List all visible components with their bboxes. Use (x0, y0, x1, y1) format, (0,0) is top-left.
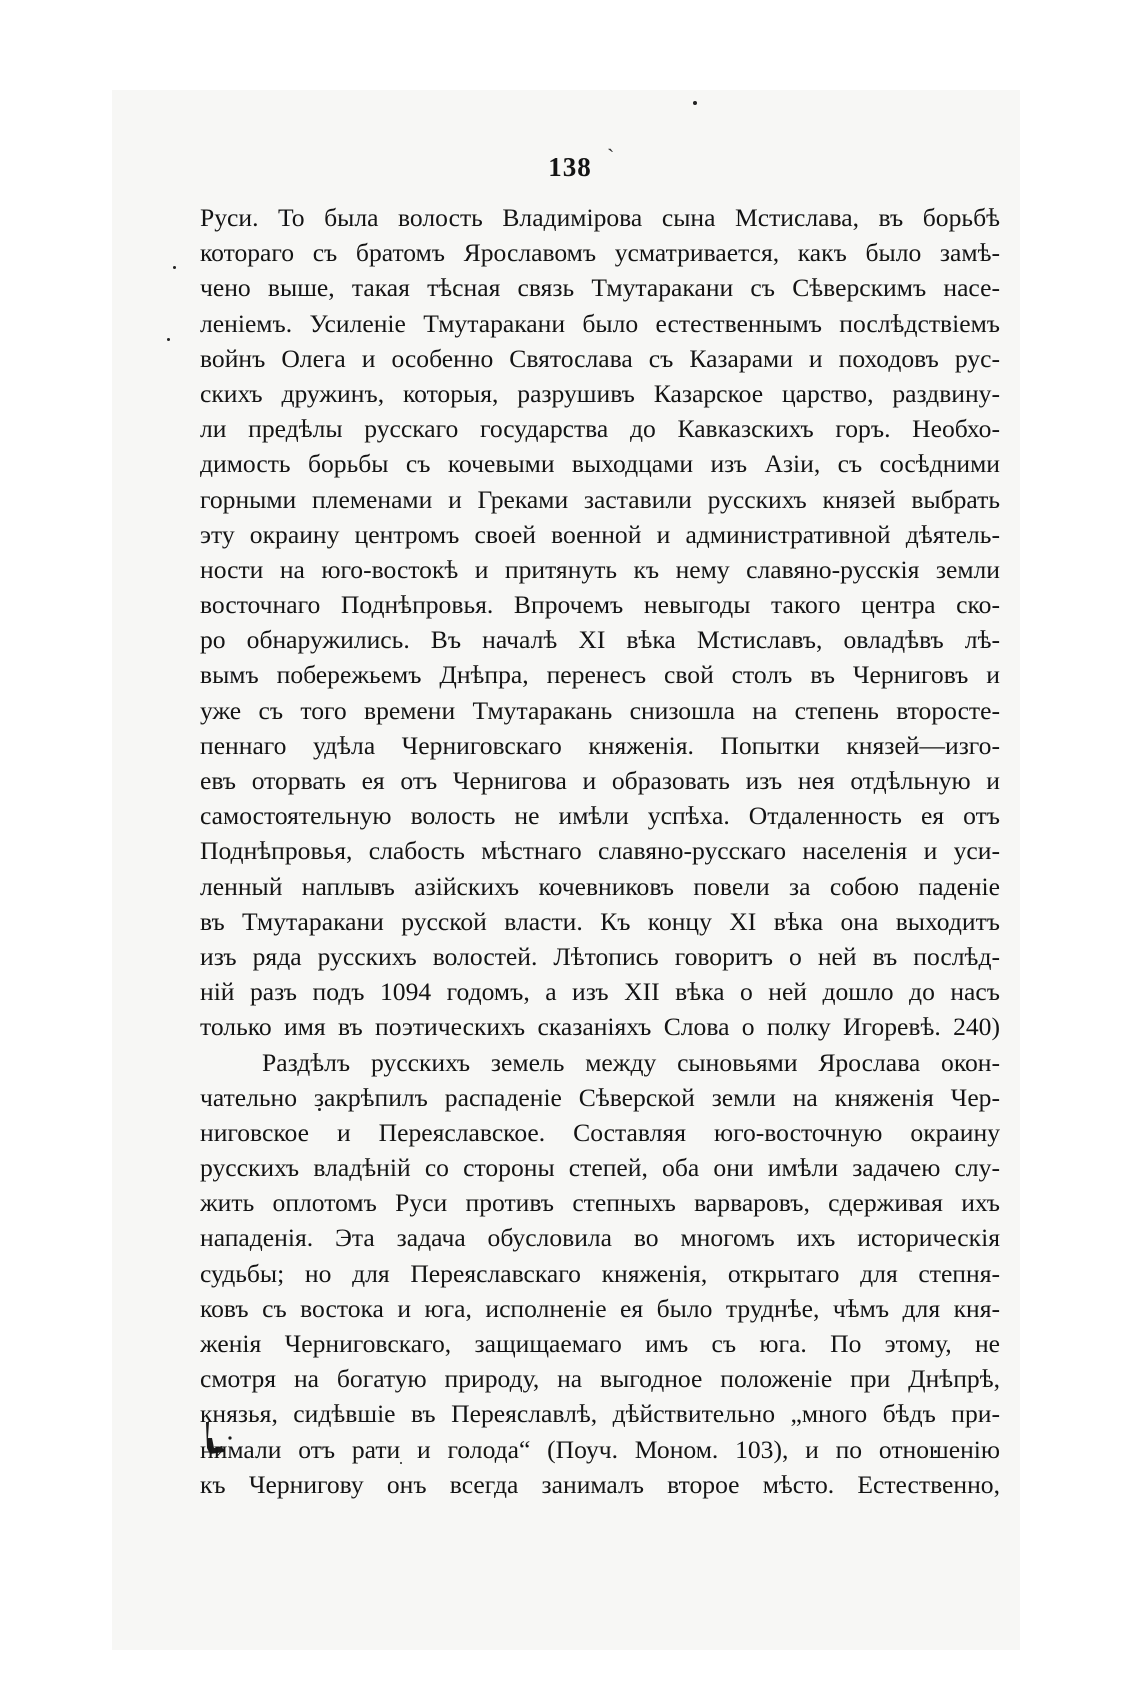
text-line: ли предѣлы русскаго государства до Кавказскихъ горъ. Необхо- (200, 414, 1000, 444)
text-line: ро обнаружились. Въ началѣ XI вѣка Мстиславъ, овладѣвъ лѣ- (200, 625, 1000, 655)
text-line: русскихъ владѣній со стороны степей, оба они имѣли задачею слу- (200, 1153, 1000, 1183)
text-line: эту окраину центромъ своей военной и административной дѣятель- (200, 519, 1000, 549)
text-line: ній разъ подъ 1094 годомъ, а изъ XII вѣка о ней дошло до насъ (200, 977, 1000, 1007)
stray-mark: ` (607, 144, 615, 169)
text-line: въ Тмутаракани русской власти. Къ концу XI вѣка она выходитъ (200, 906, 1000, 936)
text-line: ниговское и Переяславское. Составляя юго-восточную окраину (200, 1117, 1000, 1147)
text-line: котораго съ братомъ Ярославомъ усматривается, какъ было замѣ- (200, 238, 1000, 268)
body-text (200, 200, 1000, 1502)
text-line: ковъ съ востока и юга, исполненіе ея было труднѣе, чѣмъ для кня- (200, 1293, 1000, 1323)
text-line: скихъ дружинъ, которыя, разрушивъ Казарское царство, раздвину- (200, 378, 1000, 408)
text-line: ленный наплывъ азійскихъ кочевниковъ повели за собою паденіе (200, 871, 1000, 901)
text-line: леніемъ. Усиленіе Тмутаракани было естественнымъ послѣдствіемъ (200, 308, 1000, 338)
page-number: 138 (548, 152, 592, 182)
text-line: смотря на богатую природу, на выгодное положеніе при Днѣпрѣ, (200, 1364, 1000, 1394)
text-line: изъ ряда русскихъ волостей. Лѣтопись говоритъ о ней въ послѣд- (200, 941, 1000, 971)
text-line: жить оплотомъ Руси противъ степныхъ варваровъ, сдерживая ихъ (200, 1188, 1000, 1218)
paragraph-start-line: Раздѣлъ русскихъ земель между сыновьями Ярослава окон- (262, 1047, 1000, 1077)
text-line: Руси. То была волость Владимірова сына Мстислава, въ борьбѣ (200, 203, 1000, 232)
text-line: восточнаго Поднѣпровья. Впрочемъ невыгоды такого центра ско- (200, 590, 1000, 620)
scan-speck (693, 101, 697, 105)
text-line: чательно закрѣпилъ распаденіе Сѣверской земли на княженія Чер- (200, 1082, 1000, 1112)
text-line: къ Чернигову онъ всегда занималъ второе мѣсто. Естественно, (200, 1469, 1000, 1499)
text-line: нападенія. Эта задача обусловила во многомъ ихъ историческія (200, 1223, 1000, 1253)
text-line: уже съ того времени Тмутаракань снизошла на степень второсте- (200, 695, 1000, 725)
text-line: нимали отъ рати и голода“ (Поуч. Моном. 103), и по отношенію (200, 1434, 1000, 1464)
text-line: евъ оторвать ея отъ Чернигова и образовать изъ нея отдѣльную и (200, 766, 1000, 795)
text-line: вымъ побережьемъ Днѣпра, перенесъ свой столъ въ Черниговъ и (200, 660, 1000, 690)
text-line: только имя въ поэтическихъ сказаніяхъ Слова о полку Игоревѣ. 240) (200, 1012, 1000, 1042)
text-line: судьбы; но для Переяславскаго княженія, открытаго для степня- (200, 1258, 1000, 1288)
text-line: самостоятельную волость не имѣли успѣха. Отдаленность ея отъ (200, 801, 1000, 831)
text-line: горными племенами и Греками заставили русскихъ князей выбрать (200, 484, 1000, 514)
text-line: чено выше, такая тѣсная связь Тмутаракани съ Сѣверскимъ насе- (200, 273, 1000, 303)
text-line: женія Черниговскаго, защищаемаго имъ съ юга. По этому, не (200, 1329, 1000, 1358)
scan-speck (173, 266, 176, 269)
text-line: пеннаго удѣла Черниговскаго княженія. Попытки князей—изго- (200, 730, 1000, 760)
text-line: войнъ Олега и особенно Святослава съ Казарами и походовъ рус- (200, 343, 1000, 373)
scan-speck (167, 338, 170, 341)
text-line: димость борьбы съ кочевыми выходцами изъ Азіи, съ сосѣдними (200, 449, 1000, 479)
text-line: Поднѣпровья, слабость мѣстнаго славяно-русскаго населенія и уси- (200, 836, 1000, 866)
text-line: князья, сидѣвшіе въ Переяславлѣ, дѣйствительно „много бѣдъ при- (200, 1399, 1000, 1429)
text-line: ности на юго-востокѣ и притянуть къ нему славяно-русскія земли (200, 554, 1000, 584)
